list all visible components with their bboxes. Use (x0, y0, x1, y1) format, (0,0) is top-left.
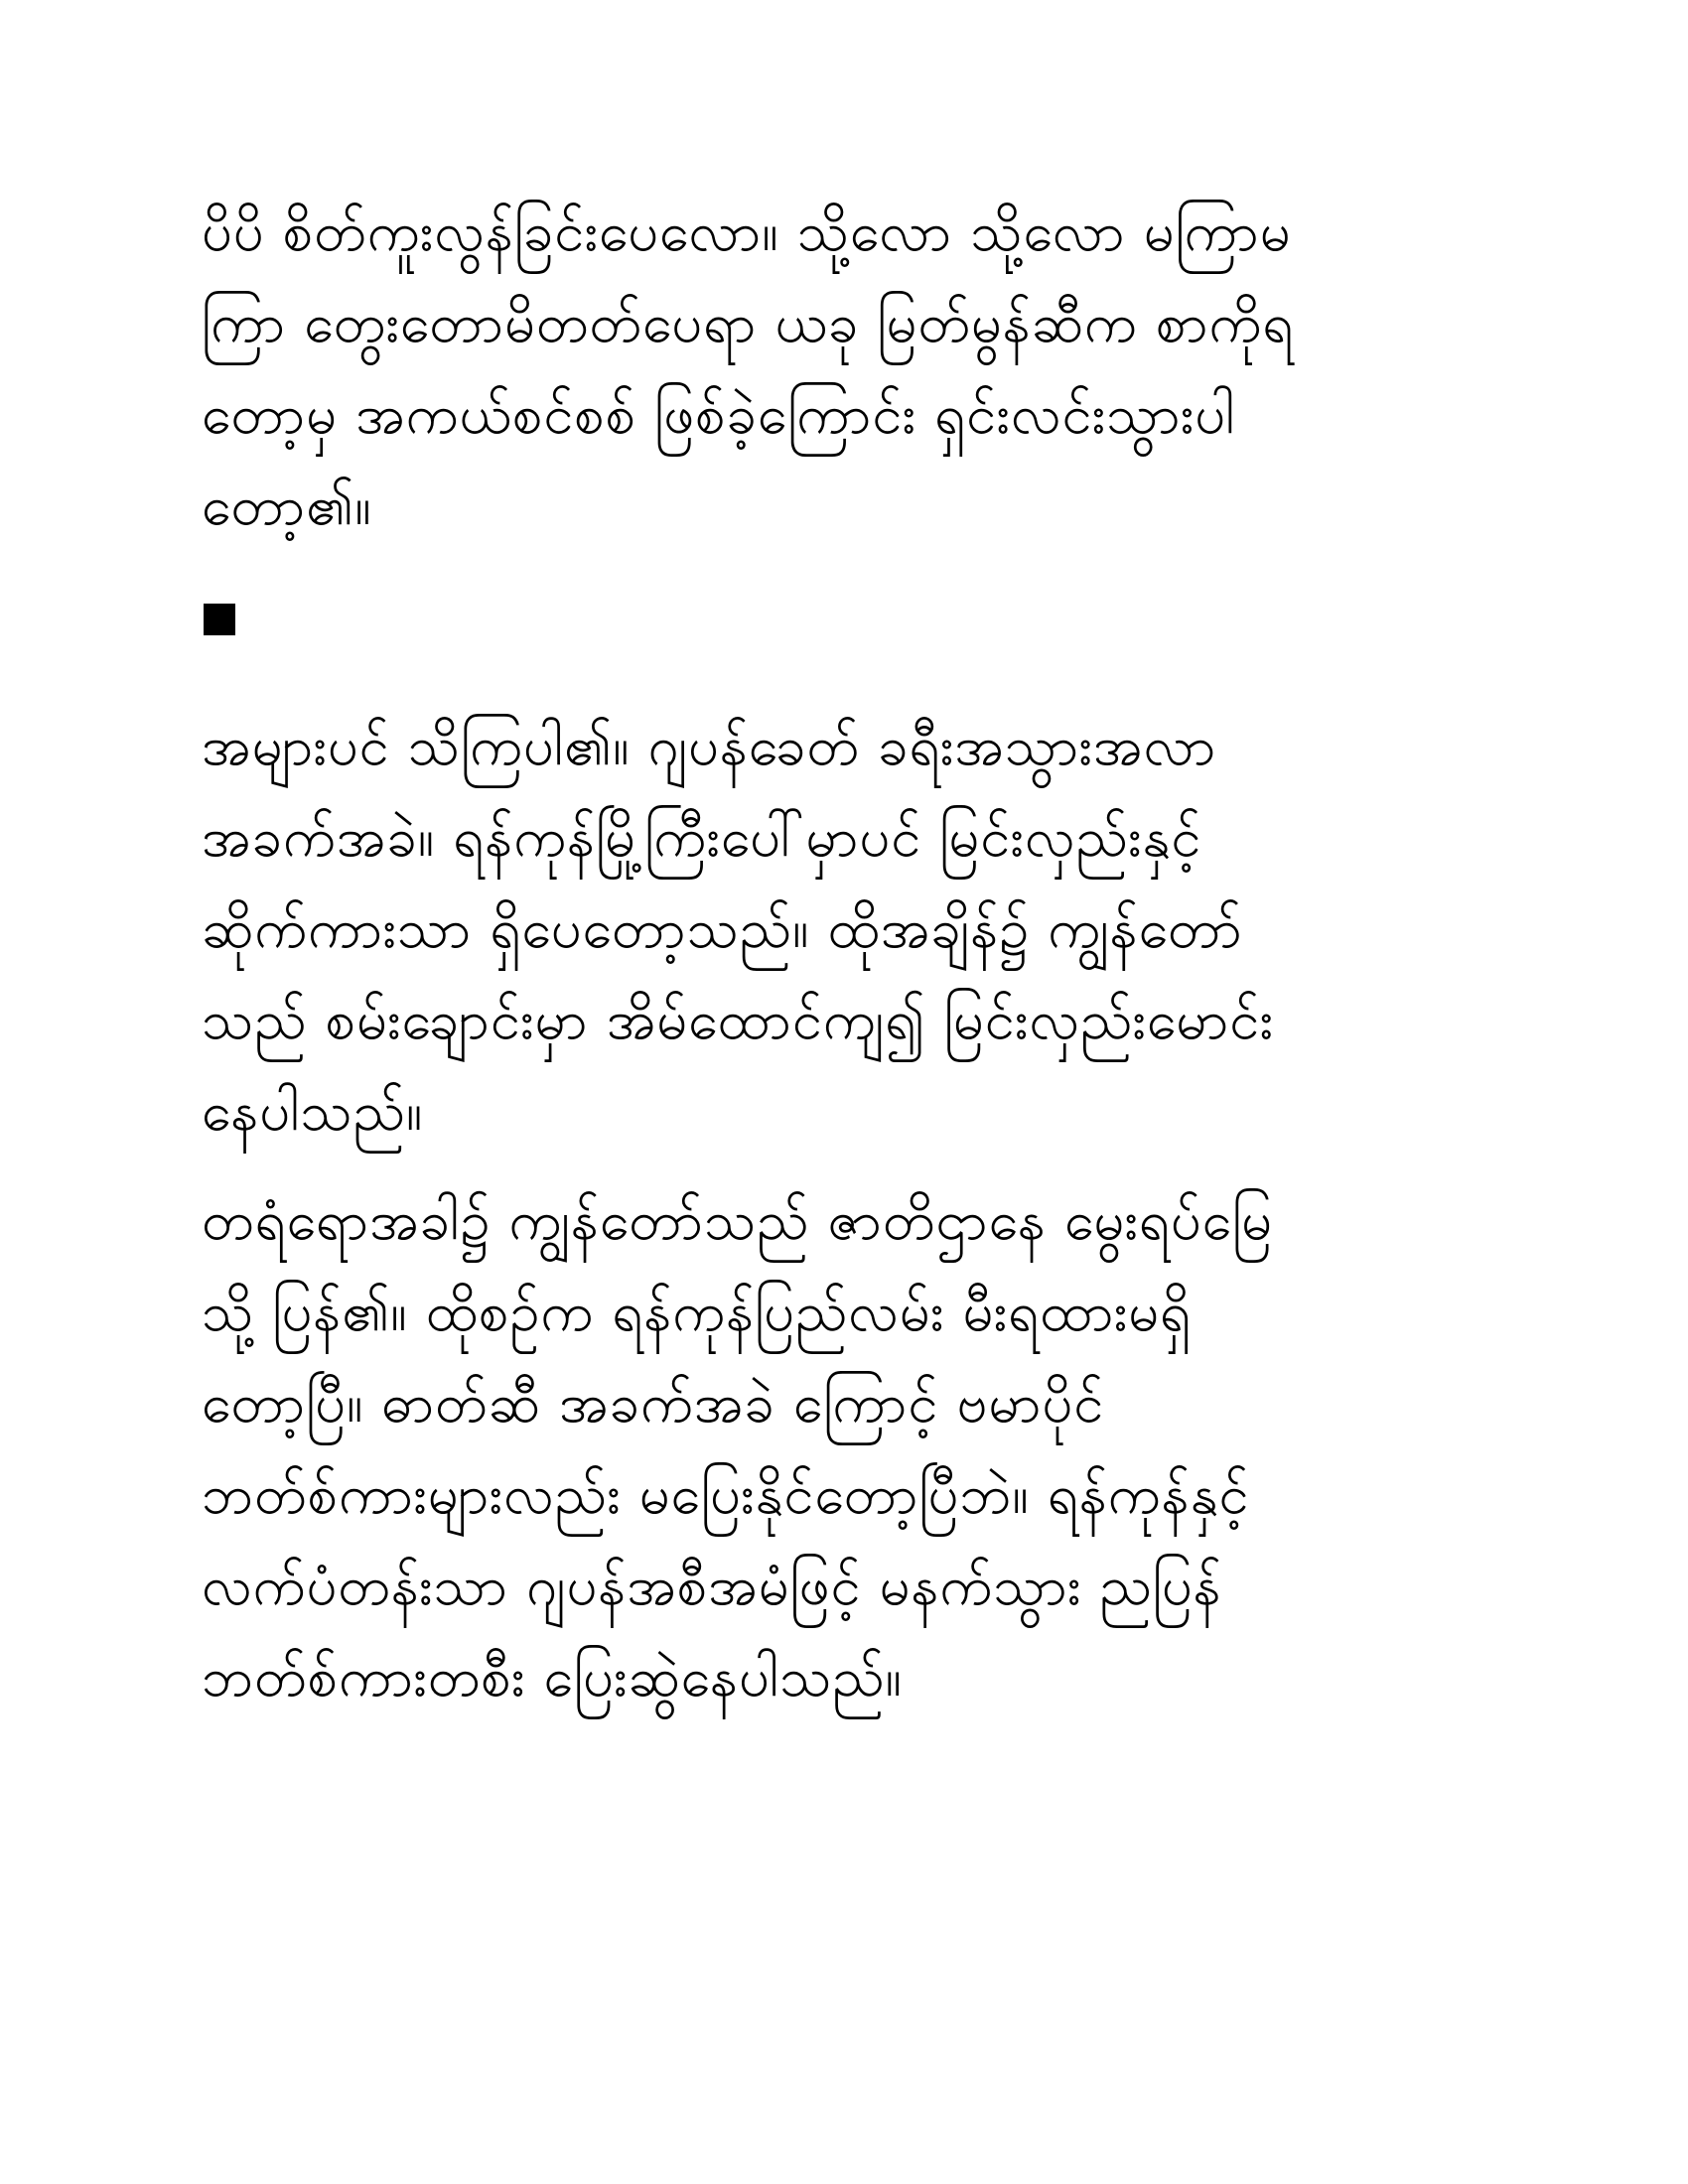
text-line: ဘတ်စ်ကားများလည်း မပြေးနိုင်တော့ပြီဘဲ။ ရန်ကုန်နှင့် (202, 1463, 1250, 1526)
text-line: လက်ပံတန်းသာ ဂျပန်အစီအမံဖြင့် မနက်သွား ညပြန် (202, 1555, 1222, 1617)
document-page (202, 187, 1492, 1723)
paragraph-1 (202, 187, 1492, 552)
text-line: တော့မှ အကယ်စင်စစ် ဖြစ်ခဲ့ကြောင်း ရှင်းလင်းသွားပါ (202, 383, 1236, 446)
paragraph-2 (202, 701, 1492, 1158)
text-line: တရံရောအခါ၌ ကျွန်တော်သည် ဇာတိဌာနေ မွေးရပ်မြေ (202, 1189, 1273, 1252)
text-line: အများပင် သိကြပါ၏။ ဂျပန်ခေတ် ခရီးအသွားအလာ (202, 715, 1217, 777)
section-break (202, 552, 1492, 701)
text-line: အခက်အခဲ။ ရန်ကုန်မြို့ကြီးပေါ်မှာပင် မြင်းလှည်းနှင့် (202, 806, 1202, 869)
text-line: ကြာ တွေးတောမိတတ်ပေရာ ယခု မြတ်မွန်ဆီက စာကိုရ (202, 292, 1295, 354)
text-line: သို့ ပြန်၏။ ထိုစဉ်က ရန်ကုန်ပြည်လမ်း မီးရထားမရှိ (202, 1281, 1193, 1343)
text-line: ဆိုက်ကားသာ ရှိပေတော့သည်။ ထိုအချိန်၌ ကျွန်တော် (202, 897, 1243, 960)
black-square-separator-icon (204, 604, 235, 635)
text-line: ပိပိ စိတ်ကူးလွန်ခြင်းပေလော။ သို့လော သို့လော မကြာမ (202, 201, 1292, 263)
paragraph-3 (202, 1175, 1492, 1723)
text-line: တော့၏။ (202, 475, 372, 537)
text-line: သည် စမ်းချောင်းမှာ အိမ်ထောင်ကျ၍ မြင်းလှည်းမောင်း (202, 989, 1274, 1051)
text-line: နေပါသည်။ (202, 1080, 424, 1143)
text-line: ဘတ်စ်ကားတစီး ပြေးဆွဲနေပါသည်။ (202, 1646, 903, 1708)
text-line: တော့ပြီ။ ဓာတ်ဆီ အခက်အခဲ ကြောင့် ဗမာပိုင် (202, 1372, 1105, 1434)
